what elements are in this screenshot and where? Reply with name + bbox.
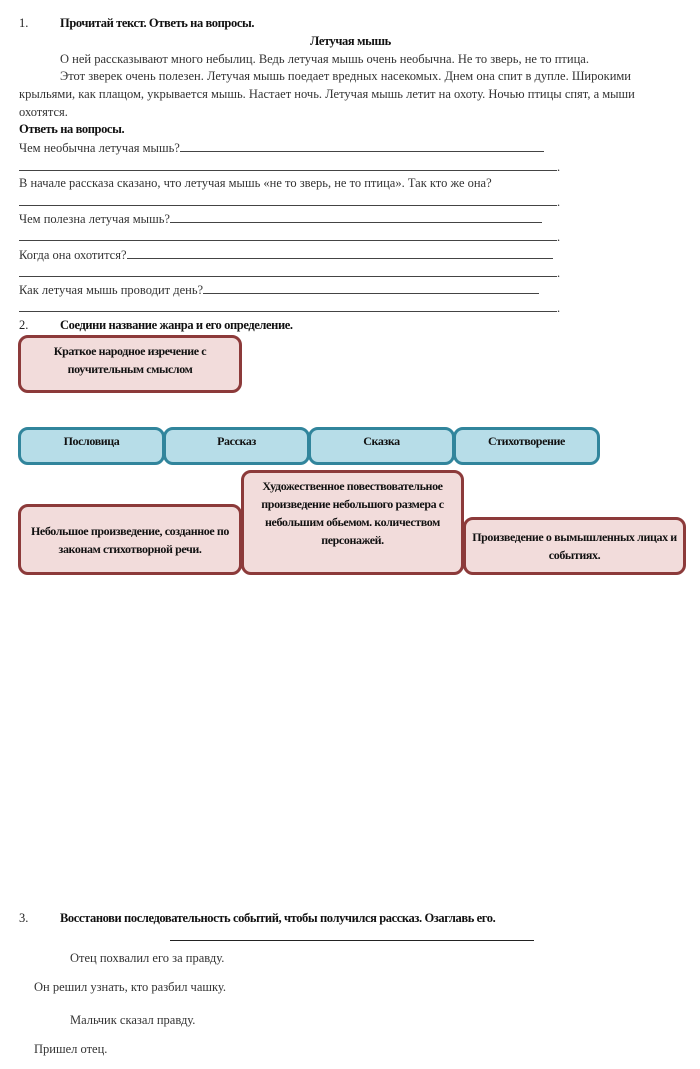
paragraph-1: О ней рассказывают много небылиц. Ведь летучая мышь очень необычна. Не то зверь, не то птица. <box>60 52 589 66</box>
paragraph-2-line-1: Этот зверек очень полезен. Летучая мышь поедает вредных насекомых. Днем она спит в дупле. Широкими <box>60 69 631 83</box>
answer-line-row <box>19 193 560 210</box>
definition-text: Небольшое произведение, созданное по законам стихотворной речи. <box>30 523 230 556</box>
definition-card-fairytale[interactable] <box>463 517 686 575</box>
task-1-heading: Прочитай текст. Ответь на вопросы. <box>60 16 255 30</box>
definition-text: Краткое народное изречение с поучительным смыслом <box>53 344 207 376</box>
line-end: . <box>557 230 561 244</box>
answer-line-row <box>19 299 560 316</box>
definition-text: Художественное повествовательное произведение небольшого размера с небольшим обьемом. количеством персонажей. <box>261 479 444 547</box>
answer-line[interactable] <box>19 264 557 277</box>
line-end: . <box>557 301 561 315</box>
answer-line-row <box>19 228 560 245</box>
line-end: . <box>557 195 561 209</box>
answer-line-row <box>19 158 560 175</box>
genre-label: Стихотворение <box>488 434 565 448</box>
question-4 <box>19 246 553 263</box>
task-3-number: 3. <box>19 911 29 925</box>
question-text: В начале рассказа сказано, что летучая мышь «не то зверь, не то птица». Так кто же она? <box>19 176 492 190</box>
answer-line[interactable] <box>19 228 557 241</box>
task-2-number: 2. <box>19 318 29 332</box>
answer-line[interactable] <box>127 246 553 259</box>
line-end: . <box>557 266 561 280</box>
genre-card-stikhotvorenie[interactable] <box>453 427 600 465</box>
paragraph-2-line-2: крыльями, как плащом, укрывается мышь. Настает ночь. Летучая мышь летит на охоту. Ночью птицы спят, а мыши <box>19 87 635 101</box>
definition-card-poem[interactable] <box>18 504 242 575</box>
definition-card-story[interactable] <box>241 470 464 575</box>
definition-card-proverb[interactable] <box>18 335 242 393</box>
question-text: Чем полезна летучая мышь? <box>19 212 170 226</box>
answer-line[interactable] <box>203 281 539 294</box>
question-text: Когда она охотится? <box>19 248 127 262</box>
title-answer-line[interactable] <box>170 940 534 941</box>
definition-text: Произведение о вымышленных лицах и событиях. <box>472 530 677 562</box>
genre-card-skazka[interactable] <box>308 427 455 465</box>
answer-line-row <box>19 264 560 281</box>
sentence-3[interactable]: Мальчик сказал правду. <box>70 1013 196 1027</box>
paragraph-2-line-3: охотятся. <box>19 105 68 119</box>
genre-label: Сказка <box>363 434 400 448</box>
question-5 <box>19 281 539 298</box>
question-1 <box>19 139 544 156</box>
answer-line[interactable] <box>170 210 542 223</box>
question-text: Как летучая мышь проводит день? <box>19 283 204 297</box>
answer-line[interactable] <box>19 193 557 206</box>
sentence-1[interactable]: Отец похвалил его за правду. <box>70 951 225 965</box>
question-text: Чем необычна летучая мышь? <box>19 141 180 155</box>
task-2-heading: Соедини название жанра и его определение. <box>60 318 293 332</box>
question-3 <box>19 210 542 227</box>
answer-line[interactable] <box>19 158 557 171</box>
genre-card-rasskaz[interactable] <box>163 427 310 465</box>
task-3-heading: Восстанови последовательность событий, чтобы получился рассказ. Озаглавь его. <box>60 911 496 925</box>
text-title: Летучая мышь <box>310 34 391 48</box>
answer-line[interactable] <box>19 299 557 312</box>
genre-label: Рассказ <box>217 434 256 448</box>
answer-line[interactable] <box>180 139 544 152</box>
genre-card-poslovitsa[interactable] <box>18 427 165 465</box>
line-end: . <box>557 160 561 174</box>
sentence-2[interactable]: Он решил узнать, кто разбил чашку. <box>34 980 227 994</box>
questions-heading: Ответь на вопросы. <box>19 122 125 136</box>
sentence-4[interactable]: Пришел отец. <box>34 1042 108 1056</box>
task-1-number: 1. <box>19 16 29 30</box>
genre-label: Пословица <box>63 434 120 448</box>
question-2 <box>19 175 492 191</box>
